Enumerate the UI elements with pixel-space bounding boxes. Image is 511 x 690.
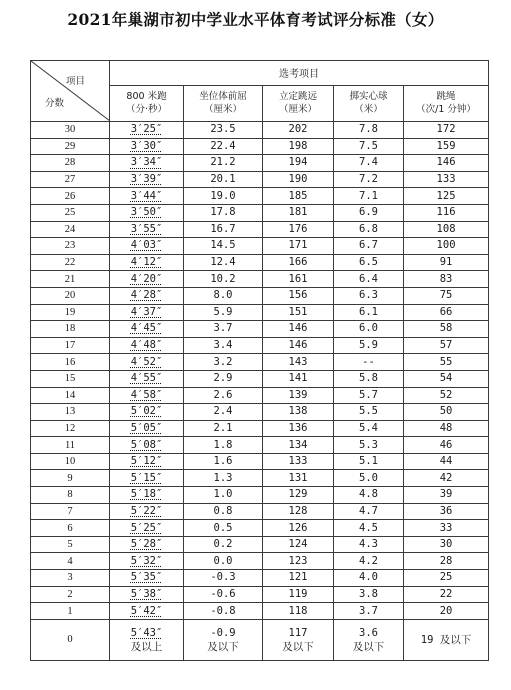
cell-sit-reach: 3.7 <box>184 321 263 338</box>
cell-ball-throw: 5.8 <box>334 370 404 387</box>
cell-800m <box>110 586 184 603</box>
cell-800m-value: 5′22″ <box>130 504 163 517</box>
cell-sit-reach: 2.9 <box>184 370 263 387</box>
cell-ball-throw: 5.9 <box>334 337 404 354</box>
cell-800m-value: 3′44″ <box>130 189 163 202</box>
cell-score: 15 <box>31 370 110 387</box>
cell-long-jump: 166 <box>263 254 334 271</box>
cell-ball-throw: 4.5 <box>334 520 404 537</box>
cell-ball-throw: 6.9 <box>334 204 404 221</box>
table-row <box>31 570 489 587</box>
cell-score: 10 <box>31 453 110 470</box>
cell-note: 及以下 <box>207 640 239 653</box>
cell-800m <box>110 188 184 205</box>
cell-score: 26 <box>31 188 110 205</box>
cell-sit-reach: 3.2 <box>184 354 263 371</box>
cell-800m-value: 4′48″ <box>130 339 163 352</box>
cell-long-jump: 129 <box>263 487 334 504</box>
cell-score: 2 <box>31 586 110 603</box>
cell-long-jump: 190 <box>263 171 334 188</box>
cell-score: 11 <box>31 437 110 454</box>
cell-score: 17 <box>31 337 110 354</box>
cell-800m <box>110 287 184 304</box>
table-row <box>31 304 489 321</box>
cell-score: 9 <box>31 470 110 487</box>
column-unit: （厘米） <box>203 104 242 116</box>
cell-rope-skip: 108 <box>404 221 489 238</box>
cell-sit-reach: 0.8 <box>184 503 263 520</box>
cell-sit-reach: 21.2 <box>184 155 263 172</box>
cell-score: 28 <box>31 155 110 172</box>
cell-sit-reach: 2.6 <box>184 387 263 404</box>
cell-800m <box>110 536 184 553</box>
table-row <box>31 420 489 437</box>
cell-rope-skip: 46 <box>404 437 489 454</box>
cell-long-jump: 124 <box>263 536 334 553</box>
cell-800m-value: 3′30″ <box>130 139 163 152</box>
cell-800m-value: 5′43″ <box>130 626 163 639</box>
cell-sit-reach: -0.3 <box>184 570 263 587</box>
table-row <box>31 586 489 603</box>
cell-800m <box>110 321 184 338</box>
cell-score: 23 <box>31 238 110 255</box>
corner-label-score: 分数 <box>45 98 65 109</box>
cell-ball-throw: 3.8 <box>334 586 404 603</box>
cell-long-jump: 139 <box>263 387 334 404</box>
cell-score: 7 <box>31 503 110 520</box>
cell-rope-skip: 50 <box>404 404 489 421</box>
cell-rope-skip: 83 <box>404 271 489 288</box>
cell-long-jump: 138 <box>263 404 334 421</box>
cell-ball-throw: 6.1 <box>334 304 404 321</box>
table-row <box>31 387 489 404</box>
table-row <box>31 271 489 288</box>
cell-ball-throw: 5.7 <box>334 387 404 404</box>
cell-ball-throw: 7.2 <box>334 171 404 188</box>
cell-sit-reach: 19.0 <box>184 188 263 205</box>
cell-long-jump <box>263 619 334 660</box>
cell-score: 25 <box>31 204 110 221</box>
cell-800m <box>110 603 184 620</box>
cell-long-jump: 123 <box>263 553 334 570</box>
cell-800m <box>110 553 184 570</box>
cell-sit-reach <box>184 619 263 660</box>
cell-rope-skip: 36 <box>404 503 489 520</box>
cell-score: 4 <box>31 553 110 570</box>
table-row <box>31 337 489 354</box>
cell-800m-value: 5′18″ <box>130 488 163 501</box>
cell-800m <box>110 221 184 238</box>
cell-800m-value: 4′28″ <box>130 289 163 302</box>
cell-ball-throw <box>334 619 404 660</box>
cell-800m <box>110 171 184 188</box>
cell-rope-skip: 28 <box>404 553 489 570</box>
column-header-800m <box>110 85 184 121</box>
cell-800m <box>110 387 184 404</box>
table-row <box>31 238 489 255</box>
cell-800m-value: 5′05″ <box>130 421 163 434</box>
cell-800m <box>110 570 184 587</box>
cell-800m-value: 3′39″ <box>130 173 163 186</box>
cell-rope-skip: 25 <box>404 570 489 587</box>
cell-rope-skip: 146 <box>404 155 489 172</box>
cell-sit-reach: 16.7 <box>184 221 263 238</box>
cell-note: 及以下 <box>282 640 314 653</box>
cell-long-jump: 181 <box>263 204 334 221</box>
cell-800m-value: 3′55″ <box>130 222 163 235</box>
cell-ball-throw: 4.0 <box>334 570 404 587</box>
cell-score: 14 <box>31 387 110 404</box>
cell-sit-reach-value: -0.9 <box>210 626 236 639</box>
cell-score: 3 <box>31 570 110 587</box>
cell-800m <box>110 487 184 504</box>
cell-800m <box>110 271 184 288</box>
cell-800m <box>110 354 184 371</box>
cell-sit-reach: 0.5 <box>184 520 263 537</box>
cell-sit-reach: 10.2 <box>184 271 263 288</box>
cell-rope-skip: 172 <box>404 122 489 139</box>
cell-sit-reach: 5.9 <box>184 304 263 321</box>
table-row <box>31 536 489 553</box>
cell-800m <box>110 370 184 387</box>
cell-800m <box>110 520 184 537</box>
table-row <box>31 487 489 504</box>
cell-long-jump: 202 <box>263 122 334 139</box>
column-header-sit-reach <box>184 85 263 121</box>
cell-800m <box>110 404 184 421</box>
cell-sit-reach: -0.8 <box>184 603 263 620</box>
cell-long-jump: 146 <box>263 321 334 338</box>
cell-long-jump: 194 <box>263 155 334 172</box>
cell-score: 13 <box>31 404 110 421</box>
cell-800m-value: 4′03″ <box>130 239 163 252</box>
cell-long-jump: 156 <box>263 287 334 304</box>
cell-800m <box>110 337 184 354</box>
cell-800m-value: 5′42″ <box>130 604 163 617</box>
cell-800m-value: 5′15″ <box>130 471 163 484</box>
cell-800m-value: 4′58″ <box>130 388 163 401</box>
cell-score: 20 <box>31 287 110 304</box>
cell-sit-reach: -0.6 <box>184 586 263 603</box>
cell-sit-reach: 17.8 <box>184 204 263 221</box>
cell-ball-throw: 6.3 <box>334 287 404 304</box>
cell-ball-throw: 4.2 <box>334 553 404 570</box>
cell-score: 22 <box>31 254 110 271</box>
cell-rope-skip: 44 <box>404 453 489 470</box>
cell-sit-reach: 1.6 <box>184 453 263 470</box>
cell-sit-reach: 14.5 <box>184 238 263 255</box>
cell-ball-throw: 7.1 <box>334 188 404 205</box>
cell-ball-throw: 4.7 <box>334 503 404 520</box>
cell-long-jump: 131 <box>263 470 334 487</box>
cell-ball-throw: 6.0 <box>334 321 404 338</box>
cell-score: 27 <box>31 171 110 188</box>
cell-long-jump: 185 <box>263 188 334 205</box>
table-row <box>31 321 489 338</box>
cell-long-jump: 151 <box>263 304 334 321</box>
table-row <box>31 188 489 205</box>
cell-800m <box>110 204 184 221</box>
cell-rope-skip: 58 <box>404 321 489 338</box>
cell-score: 0 <box>31 619 110 660</box>
cell-rope-skip: 54 <box>404 370 489 387</box>
cell-rope-skip: 33 <box>404 520 489 537</box>
cell-rope-skip: 125 <box>404 188 489 205</box>
cell-long-jump: 128 <box>263 503 334 520</box>
cell-800m <box>110 155 184 172</box>
column-unit: （次/1 分钟） <box>416 104 476 116</box>
table-row <box>31 453 489 470</box>
cell-sit-reach: 1.8 <box>184 437 263 454</box>
cell-ball-throw: 5.1 <box>334 453 404 470</box>
cell-rope-skip: 22 <box>404 586 489 603</box>
cell-rope-skip: 75 <box>404 287 489 304</box>
table-row <box>31 138 489 155</box>
column-name: 800 米跑 <box>126 91 167 103</box>
table-row <box>31 603 489 620</box>
cell-score: 12 <box>31 420 110 437</box>
cell-score: 18 <box>31 321 110 338</box>
column-name: 掷实心球 <box>349 91 388 103</box>
cell-800m-value: 4′55″ <box>130 372 163 385</box>
table-row <box>31 370 489 387</box>
cell-score: 6 <box>31 520 110 537</box>
cell-rope-skip: 100 <box>404 238 489 255</box>
cell-sit-reach: 2.4 <box>184 404 263 421</box>
table-row <box>31 437 489 454</box>
cell-long-jump: 119 <box>263 586 334 603</box>
cell-score: 16 <box>31 354 110 371</box>
cell-score: 19 <box>31 304 110 321</box>
table-row <box>31 254 489 271</box>
cell-800m <box>110 619 184 660</box>
cell-note: 及以上 <box>130 640 163 653</box>
cell-ball-throw: 4.3 <box>334 536 404 553</box>
cell-long-jump: 121 <box>263 570 334 587</box>
cell-long-jump: 171 <box>263 238 334 255</box>
cell-long-jump: 176 <box>263 221 334 238</box>
column-unit: （厘米） <box>278 104 317 116</box>
cell-long-jump-value: 117 <box>288 626 308 639</box>
cell-long-jump: 143 <box>263 354 334 371</box>
cell-800m-value: 5′12″ <box>130 455 163 468</box>
cell-sit-reach: 12.4 <box>184 254 263 271</box>
column-header-long-jump <box>263 85 334 121</box>
table-row <box>31 155 489 172</box>
cell-note: 及以下 <box>352 640 385 653</box>
corner-label-item: 项目 <box>65 76 85 87</box>
table-row <box>31 287 489 304</box>
cell-800m-value: 4′45″ <box>130 322 163 335</box>
table-row <box>31 553 489 570</box>
cell-800m <box>110 420 184 437</box>
cell-800m <box>110 470 184 487</box>
cell-long-jump: 133 <box>263 453 334 470</box>
cell-800m <box>110 122 184 139</box>
cell-sit-reach: 20.1 <box>184 171 263 188</box>
cell-rope-skip: 133 <box>404 171 489 188</box>
cell-rope-skip: 55 <box>404 354 489 371</box>
cell-sit-reach: 22.4 <box>184 138 263 155</box>
cell-800m <box>110 138 184 155</box>
cell-800m-value: 5′38″ <box>130 587 163 600</box>
cell-sit-reach: 3.4 <box>184 337 263 354</box>
column-name: 立定跳远 <box>278 91 317 103</box>
cell-800m-value: 4′37″ <box>130 305 163 318</box>
cell-long-jump: 146 <box>263 337 334 354</box>
cell-ball-throw: 5.4 <box>334 420 404 437</box>
scoring-table <box>30 60 489 661</box>
cell-800m-value: 5′35″ <box>130 571 163 584</box>
cell-ball-throw: 6.4 <box>334 271 404 288</box>
cell-800m-value: 3′50″ <box>130 206 163 219</box>
table-row-zero <box>31 619 489 660</box>
cell-rope-skip: 159 <box>404 138 489 155</box>
column-name: 跳绳 <box>436 91 456 103</box>
cell-rope-skip: 39 <box>404 487 489 504</box>
header-row-group <box>31 61 489 86</box>
cell-rope-skip: 19 及以下 <box>404 619 489 660</box>
cell-long-jump: 198 <box>263 138 334 155</box>
table-row <box>31 470 489 487</box>
cell-score: 8 <box>31 487 110 504</box>
column-header-rope-skip <box>404 85 489 121</box>
cell-ball-throw: 4.8 <box>334 487 404 504</box>
cell-800m <box>110 254 184 271</box>
cell-score: 21 <box>31 271 110 288</box>
cell-rope-skip: 48 <box>404 420 489 437</box>
table-row <box>31 204 489 221</box>
column-unit: （米） <box>354 104 383 116</box>
cell-ball-throw: 6.7 <box>334 238 404 255</box>
cell-800m-value: 3′25″ <box>130 123 163 136</box>
cell-800m-value: 5′02″ <box>130 405 163 418</box>
cell-800m-value: 3′34″ <box>130 156 163 169</box>
table-row <box>31 354 489 371</box>
cell-800m-value: 5′32″ <box>130 554 163 567</box>
cell-rope-skip: 20 <box>404 603 489 620</box>
cell-long-jump: 118 <box>263 603 334 620</box>
cell-score: 5 <box>31 536 110 553</box>
cell-ball-throw: 3.7 <box>334 603 404 620</box>
column-header-ball-throw <box>334 85 404 121</box>
table-row <box>31 122 489 139</box>
cell-800m-value: 4′52″ <box>130 355 163 368</box>
cell-ball-throw: 7.5 <box>334 138 404 155</box>
corner-diagonal-line <box>31 61 110 121</box>
header-group-elective: 选考项目 <box>110 61 489 86</box>
cell-long-jump: 126 <box>263 520 334 537</box>
cell-rope-skip: 91 <box>404 254 489 271</box>
cell-ball-throw: 6.8 <box>334 221 404 238</box>
cell-long-jump: 161 <box>263 271 334 288</box>
cell-ball-throw-value: 3.6 <box>359 626 378 639</box>
cell-800m-value: 4′12″ <box>130 256 163 269</box>
cell-800m-value: 5′25″ <box>130 521 163 534</box>
cell-ball-throw: 7.8 <box>334 122 404 139</box>
cell-rope-skip: 52 <box>404 387 489 404</box>
cell-sit-reach: 1.0 <box>184 487 263 504</box>
table-body <box>31 122 489 661</box>
cell-long-jump: 136 <box>263 420 334 437</box>
cell-800m <box>110 437 184 454</box>
cell-800m <box>110 503 184 520</box>
cell-800m-value: 5′08″ <box>130 438 163 451</box>
table-row <box>31 520 489 537</box>
cell-score: 30 <box>31 122 110 139</box>
table-row <box>31 171 489 188</box>
cell-800m <box>110 238 184 255</box>
cell-800m <box>110 304 184 321</box>
cell-ball-throw: 5.0 <box>334 470 404 487</box>
cell-800m <box>110 453 184 470</box>
cell-rope-skip: 57 <box>404 337 489 354</box>
cell-ball-throw: -- <box>334 354 404 371</box>
cell-ball-throw: 5.3 <box>334 437 404 454</box>
cell-sit-reach: 1.3 <box>184 470 263 487</box>
cell-ball-throw: 6.5 <box>334 254 404 271</box>
table-row <box>31 221 489 238</box>
cell-sit-reach: 23.5 <box>184 122 263 139</box>
cell-sit-reach: 8.0 <box>184 287 263 304</box>
column-unit: （分·秒） <box>125 104 168 116</box>
cell-800m-value: 4′20″ <box>130 272 163 285</box>
header-corner-cell <box>31 61 110 122</box>
column-name: 坐位体前屈 <box>199 91 247 103</box>
cell-long-jump: 134 <box>263 437 334 454</box>
cell-ball-throw: 5.5 <box>334 404 404 421</box>
cell-long-jump: 141 <box>263 370 334 387</box>
cell-sit-reach: 0.0 <box>184 553 263 570</box>
cell-800m-value: 5′28″ <box>130 538 163 551</box>
table-row <box>31 404 489 421</box>
cell-score: 1 <box>31 603 110 620</box>
cell-sit-reach: 0.2 <box>184 536 263 553</box>
cell-sit-reach: 2.1 <box>184 420 263 437</box>
cell-rope-skip: 116 <box>404 204 489 221</box>
cell-ball-throw: 7.4 <box>334 155 404 172</box>
cell-rope-skip: 30 <box>404 536 489 553</box>
cell-score: 29 <box>31 138 110 155</box>
cell-rope-skip: 66 <box>404 304 489 321</box>
cell-rope-skip: 42 <box>404 470 489 487</box>
cell-score: 24 <box>31 221 110 238</box>
table-row <box>31 503 489 520</box>
page-title: 2021年巢湖市初中学业水平体育考试评分标准（女） <box>67 10 444 29</box>
